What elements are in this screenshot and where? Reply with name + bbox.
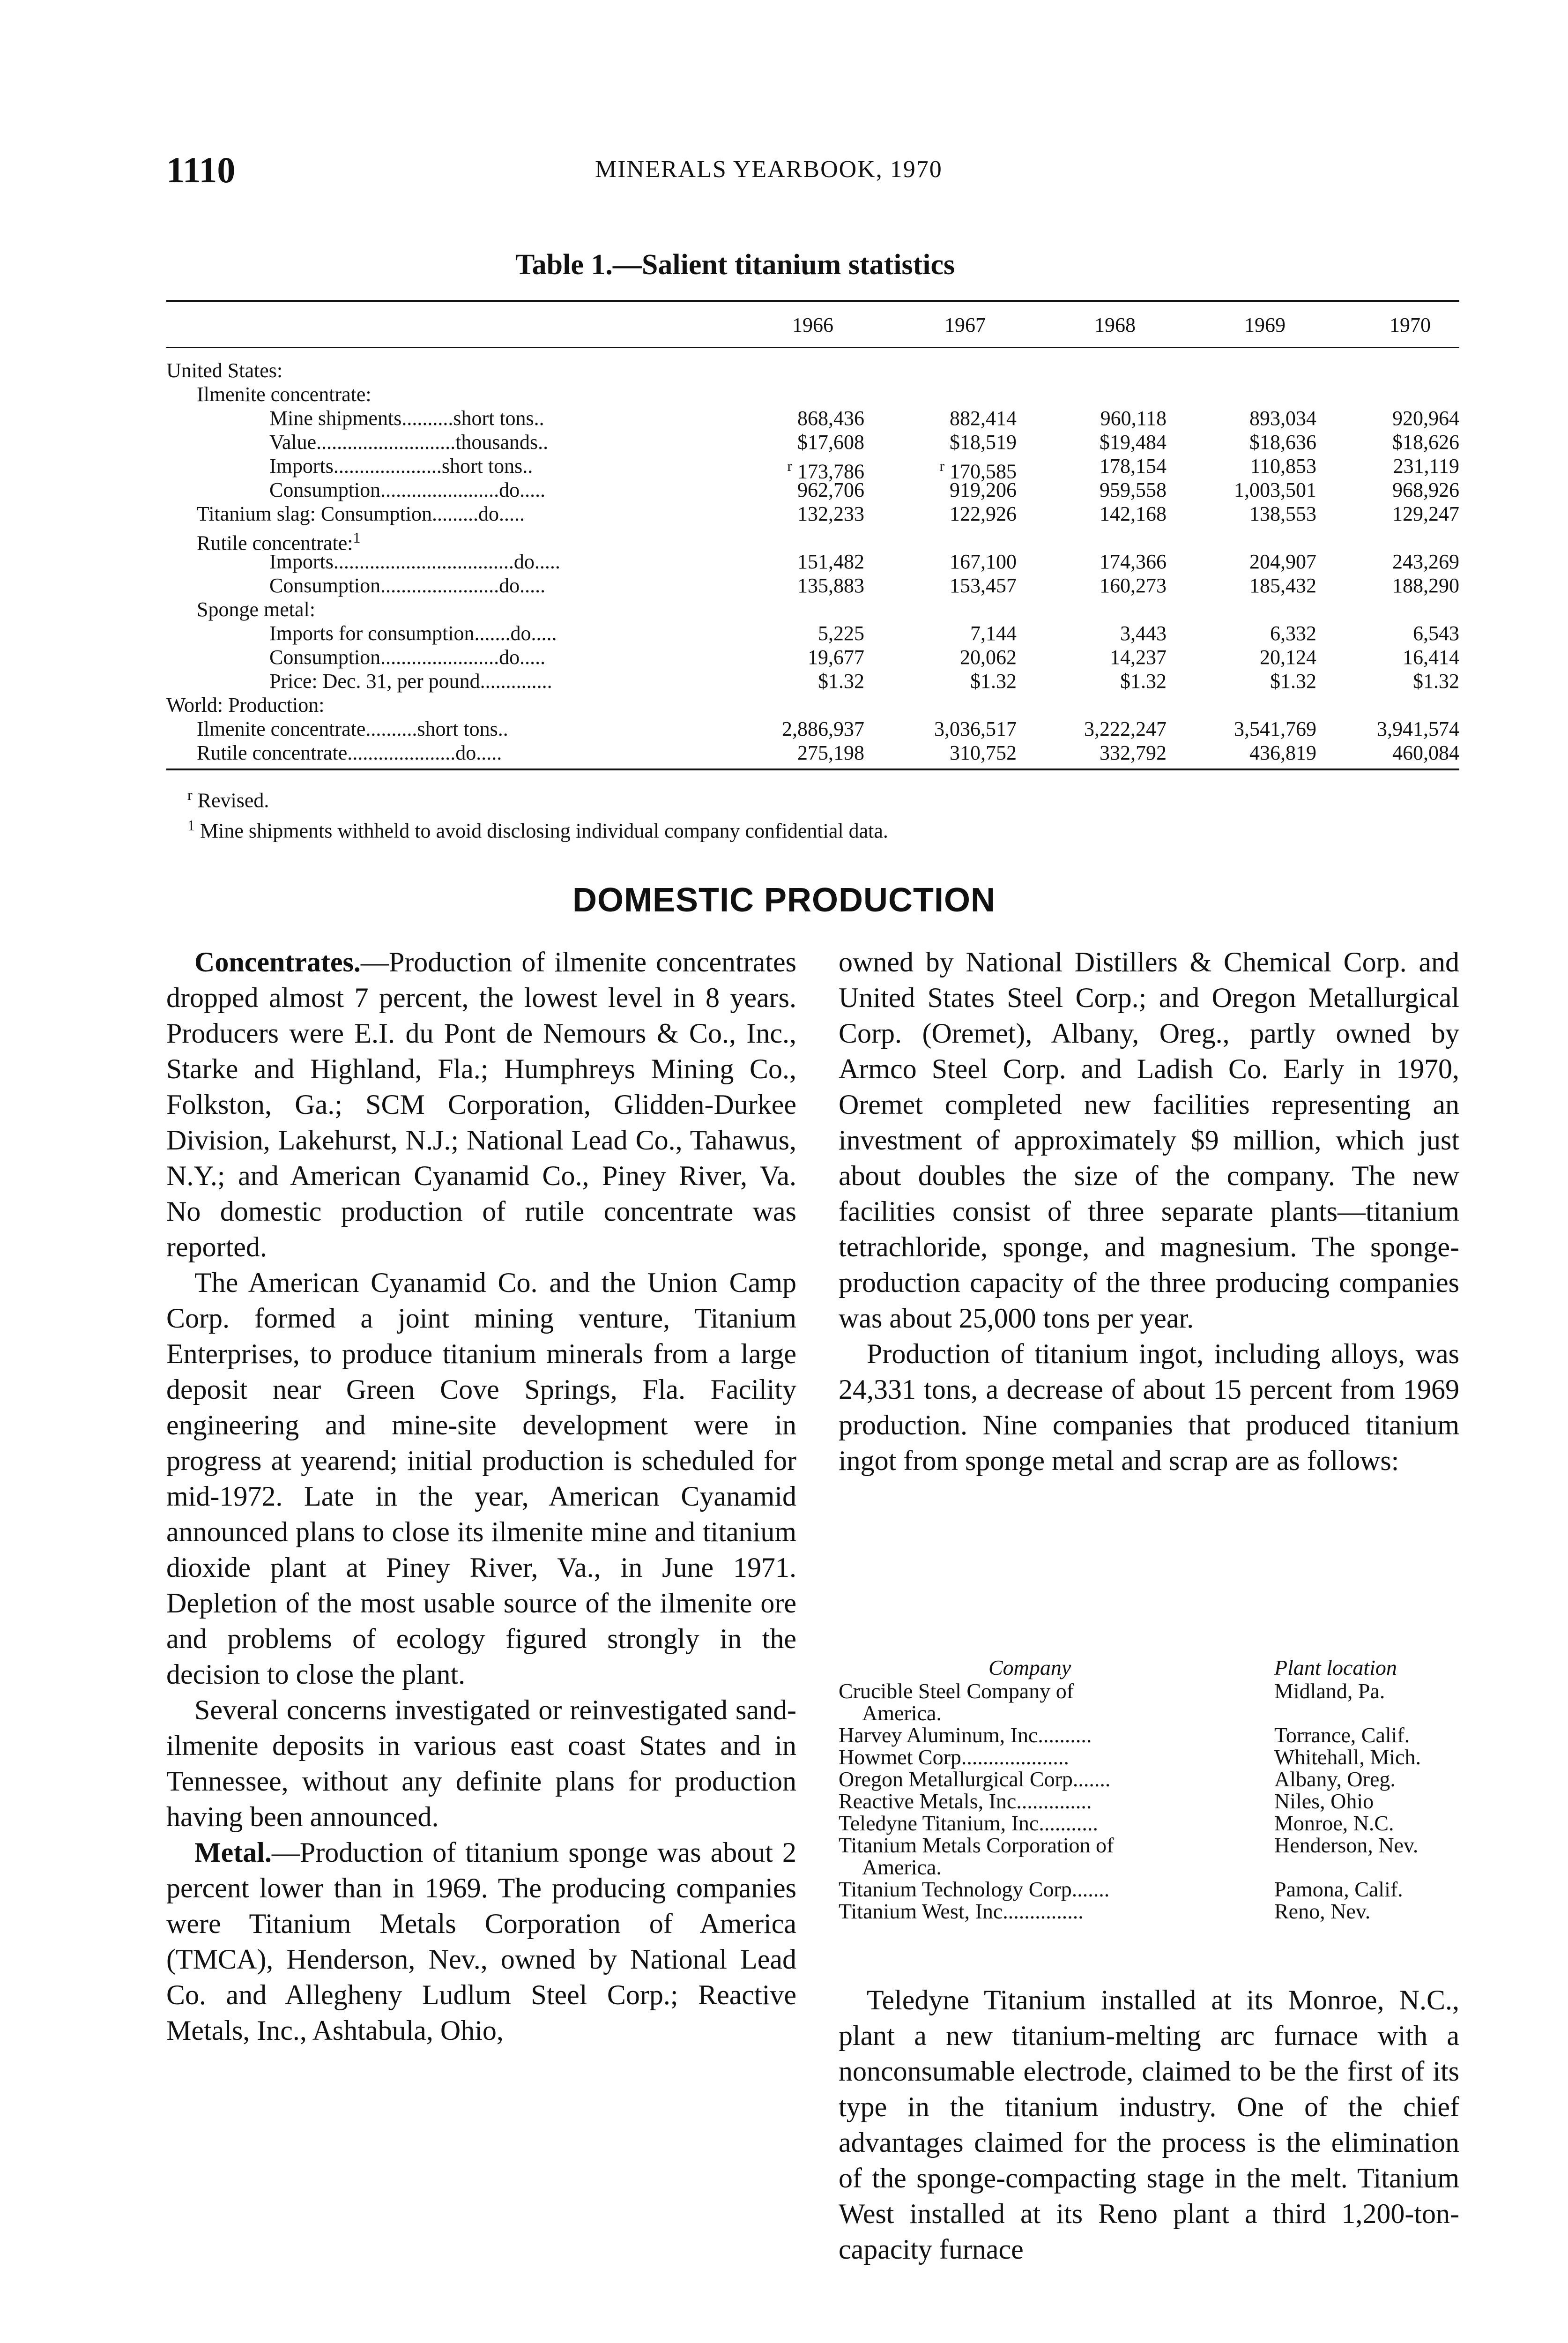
table-row [166, 550, 1459, 574]
cell-1966: $17,608 [797, 431, 864, 454]
table-title-rest: —Salient titanium statistics [612, 249, 955, 281]
row-label: Consumption.......................do..... [269, 478, 546, 501]
row-label: Ilmenite concentrate..........short tons.. [197, 717, 508, 740]
left-column [166, 944, 796, 2048]
cell-1970: 231,119 [1393, 455, 1459, 478]
row-label: Ilmenite concentrate: [197, 383, 372, 406]
cell-1968: 3,222,247 [1084, 717, 1167, 740]
table-row [166, 645, 1459, 669]
cell-1966: 19,677 [808, 646, 864, 669]
company-row: Titanium West, Inc............... Reno, Nev. [839, 1899, 1371, 1923]
footnote-1: $^1$ Mine shipments withheld to avoid disclosing individual company confidential data. [187, 816, 888, 843]
cell-1970: 16,414 [1403, 646, 1459, 669]
header-location: Plant location [1274, 1656, 1397, 1679]
cell-1969: 436,819 [1249, 741, 1316, 764]
company-row: Titanium Metals Corporation of America. Henderson, Nev. [839, 1833, 1419, 1879]
cell-1969: $1.32 [1270, 670, 1316, 693]
revised-mark: r [787, 457, 792, 474]
cell-1968: $1.32 [1120, 670, 1167, 693]
company-table-header [839, 1657, 1459, 1680]
row-label: Consumption.......................do..... [269, 574, 546, 597]
cell-1970: 6,543 [1413, 622, 1459, 645]
cell-1969: $18,636 [1249, 431, 1316, 454]
cell-1970: $1.32 [1413, 670, 1459, 693]
table-row [166, 454, 1459, 483]
row-label: World: Production: [166, 694, 325, 716]
cell-1968: 959,558 [1100, 478, 1167, 501]
table-row [166, 621, 1459, 645]
cell-1967: 122,926 [950, 502, 1017, 525]
row-label: Titanium slag: Consumption.........do..... [197, 502, 525, 525]
section-heading: DOMESTIC PRODUCTION [572, 881, 996, 919]
table-top-rule [166, 300, 1459, 302]
paragraph: Teledyne Titanium installed at its Monroe, N.C., plant a new titanium-melting arc furnace with a nonconsumable electrode, claimed to be the first of its type in the titanium industry. One of the chief advantages claimed for the process is the elimination of the sponge-compacting stage in the melt. Titanium West installed at its Reno plant a third 1,200-ton-capacity furnace [839, 1985, 1459, 2265]
cell-1966: 868,436 [797, 407, 864, 430]
row-label: Mine shipments..........short tons.. [269, 407, 544, 430]
cell-1966: 135,883 [797, 574, 864, 597]
row-label: Sponge metal: [197, 598, 315, 621]
cell-1967: 882,414 [950, 407, 1017, 430]
header-company: Company [988, 1656, 1071, 1679]
page-number: 1110 [166, 149, 236, 190]
paragraph: The American Cyanamid Co. and the Union Camp Corp. formed a joint mining venture, Titanium Enterprises, to produce titanium minerals from a large deposit near Green Cove Springs, Fla. Facility engineering and mine-site development were in progress at yearend; initial production is scheduled for mid-1972. Late in the year, American Cyanamid announced plans to close its ilmenite mine and titanium dioxide plant at Piney River, Va., in June 1971. Depletion of the most usable source of the ilmenite ore and problems of ecology figured strongly in the decision to close the plant. [166, 1267, 796, 1690]
table-bottom-rule [166, 769, 1459, 770]
row-label: Price: Dec. 31, per pound.............. [269, 670, 552, 693]
paragraph: owned by National Distillers & Chemical Corp. and United States Steel Corp.; and Oregon Metallurgical Corp. (Oremet), Albany, Oreg., partly owned by Armco Steel Corp. and Ladish Co. Early in 1970, Oremet completed new facilities representing an investment of approximately $9 million, which just about doubles the size of the company. The new facilities consist of three separate plants—titanium tetrachloride, sponge, and magnesium. The sponge-production capacity of the three producing companies was about 25,000 tons per year. [839, 947, 1459, 1334]
cell-1968: 14,237 [1110, 646, 1167, 669]
company-row: Reactive Metals, Inc.............. Niles, Ohio [839, 1789, 1374, 1813]
cell-1970: 3,941,574 [1377, 717, 1459, 740]
paragraph-concentrates: Concentrates.—Production of ilmenite concentrates dropped almost 7 percent, the lowest level in 8 years. Producers were E.I. du Pont de Nemours & Co., Inc., Starke and Highland, Fla.; Humphreys Mining Co., Folkston, Ga.; SCM Corporation, Glidden-Durkee Division, Lakehurst, N.J.; National Lead Co., Tahawus, N.Y.; and American Cyanamid Co., Piney River, Va. No domestic production of rutile concentrate was reported. [166, 947, 796, 1262]
cell-1968: 332,792 [1100, 741, 1167, 764]
cell-1966: $1.32 [818, 670, 864, 693]
cell-1968: 174,366 [1100, 550, 1167, 573]
table-row [166, 478, 1459, 502]
table-row [166, 430, 1459, 454]
table-row [166, 382, 1459, 406]
year-header: 1968 [1094, 313, 1136, 336]
cell-1970: 968,926 [1392, 478, 1459, 501]
year-header: 1966 [792, 313, 833, 336]
cell-1969: 110,853 [1250, 455, 1316, 478]
company-row: Crucible Steel Company of America. Midland, Pa. [839, 1679, 1385, 1725]
table-row [166, 693, 1459, 717]
company-row: Harvey Aluminum, Inc.......... Torrance, Calif. [839, 1723, 1410, 1747]
table-row [166, 669, 1459, 693]
company-row: Howmet Corp.................... Whitehall, Mich. [839, 1745, 1421, 1769]
paragraph-metal: Metal.—Production of titanium sponge was about 2 percent lower than in 1969. The producing companies were Titanium Metals Corporation of America (TMCA), Henderson, Nev., owned by National Lead Co. and Allegheny Ludlum Steel Corp.; Reactive Metals, Inc., Ashtabula, Ohio, [166, 1837, 796, 2046]
table-footnotes [187, 783, 888, 843]
cell-1967: 20,062 [960, 646, 1017, 669]
row-label: Imports for consumption.......do..... [269, 622, 557, 645]
year-header: 1967 [944, 313, 986, 336]
footnote-mark: 1 [353, 529, 361, 546]
revised-mark: r [939, 457, 944, 474]
cell-1968: 3,443 [1120, 622, 1167, 645]
cell-1968: 178,154 [1100, 455, 1167, 478]
row-label: United States: [166, 359, 283, 382]
right-column-bottom [839, 1982, 1459, 2267]
company-row: Oregon Metallurgical Corp....... Albany, Oreg. [839, 1767, 1396, 1791]
cell-1966: 151,482 [797, 550, 864, 573]
row-label: Imports.....................short tons.. [269, 455, 533, 478]
year-header: 1969 [1244, 313, 1286, 336]
table-header-rule [166, 347, 1459, 348]
cell-1967: $^r$ 170,585 [939, 457, 1017, 483]
cell-1967: 3,036,517 [934, 717, 1017, 740]
cell-1967: 7,144 [970, 622, 1017, 645]
table-row [166, 358, 1459, 382]
cell-1970: $18,626 [1392, 431, 1459, 454]
cell-1966: 275,198 [797, 741, 864, 764]
table-row [166, 406, 1459, 430]
cell-1967: 153,457 [950, 574, 1017, 597]
cell-1970: 188,290 [1392, 574, 1459, 597]
right-column-top [839, 944, 1459, 1478]
cell-1970: 243,269 [1392, 550, 1459, 573]
cell-1967: $18,519 [950, 431, 1017, 454]
cell-1968: 142,168 [1100, 502, 1167, 525]
cell-1969: 893,034 [1249, 407, 1316, 430]
cell-1967: 167,100 [950, 550, 1017, 573]
cell-1970: 920,964 [1392, 407, 1459, 430]
cell-1966: $^r$ 173,786 [787, 457, 864, 483]
cell-1969: 185,432 [1249, 574, 1316, 597]
cell-1969: 1,003,501 [1234, 478, 1316, 501]
table-row [166, 741, 1459, 765]
row-label: Imports...................................do..... [269, 550, 560, 573]
row-label: Rutile concentrate:$^1$ [197, 529, 361, 555]
paragraph: Production of titanium ingot, including alloys, was 24,331 tons, a decrease of about 15 percent from 1969 production. Nine companies that produced titanium ingot from sponge metal and scrap are as follows: [839, 1338, 1459, 1476]
table-row [166, 502, 1459, 526]
cell-1967: $1.32 [970, 670, 1017, 693]
cell-1967: 310,752 [950, 741, 1017, 764]
table-row [166, 526, 1459, 555]
company-row: Teledyne Titanium, Inc........... Monroe, N.C. [839, 1811, 1394, 1835]
cell-1969: 20,124 [1260, 646, 1316, 669]
row-label: Consumption.......................do..... [269, 646, 546, 669]
cell-1968: 960,118 [1100, 407, 1167, 430]
table-row [166, 574, 1459, 597]
cell-1969: 3,541,769 [1234, 717, 1316, 740]
cell-1966: 132,233 [797, 502, 864, 525]
table-body [166, 358, 1459, 765]
cell-1969: 204,907 [1249, 550, 1316, 573]
year-header: 1970 [1390, 313, 1431, 336]
table-row [166, 597, 1459, 621]
cell-1968: 160,273 [1100, 574, 1167, 597]
cell-1966: 962,706 [797, 478, 864, 501]
table-title [515, 248, 955, 282]
ingot-producers-table [839, 1657, 1459, 1922]
row-label: Value...........................thousands.. [269, 431, 549, 454]
table-row [166, 717, 1459, 741]
cell-1969: 6,332 [1270, 622, 1316, 645]
cell-1968: $19,484 [1100, 431, 1167, 454]
table-title-prefix: Table 1. [515, 249, 613, 281]
company-row: Titanium Technology Corp....... Pamona, Calif. [839, 1877, 1403, 1901]
row-label: Rutile concentrate.....................do..... [197, 741, 502, 764]
cell-1967: 919,206 [950, 478, 1017, 501]
paragraph: Several concerns investigated or reinvestigated sand-ilmenite deposits in various east coast States and in Tennessee, without any definite plans for production having been announced. [166, 1694, 796, 1832]
cell-1970: 460,084 [1392, 741, 1459, 764]
cell-1970: 129,247 [1392, 502, 1459, 525]
running-head: MINERALS YEARBOOK, 1970 [595, 156, 943, 183]
cell-1966: 2,886,937 [782, 717, 864, 740]
cell-1966: 5,225 [818, 622, 864, 645]
footnote-revised: $^r$ Revised. [187, 786, 269, 812]
cell-1969: 138,553 [1249, 502, 1316, 525]
